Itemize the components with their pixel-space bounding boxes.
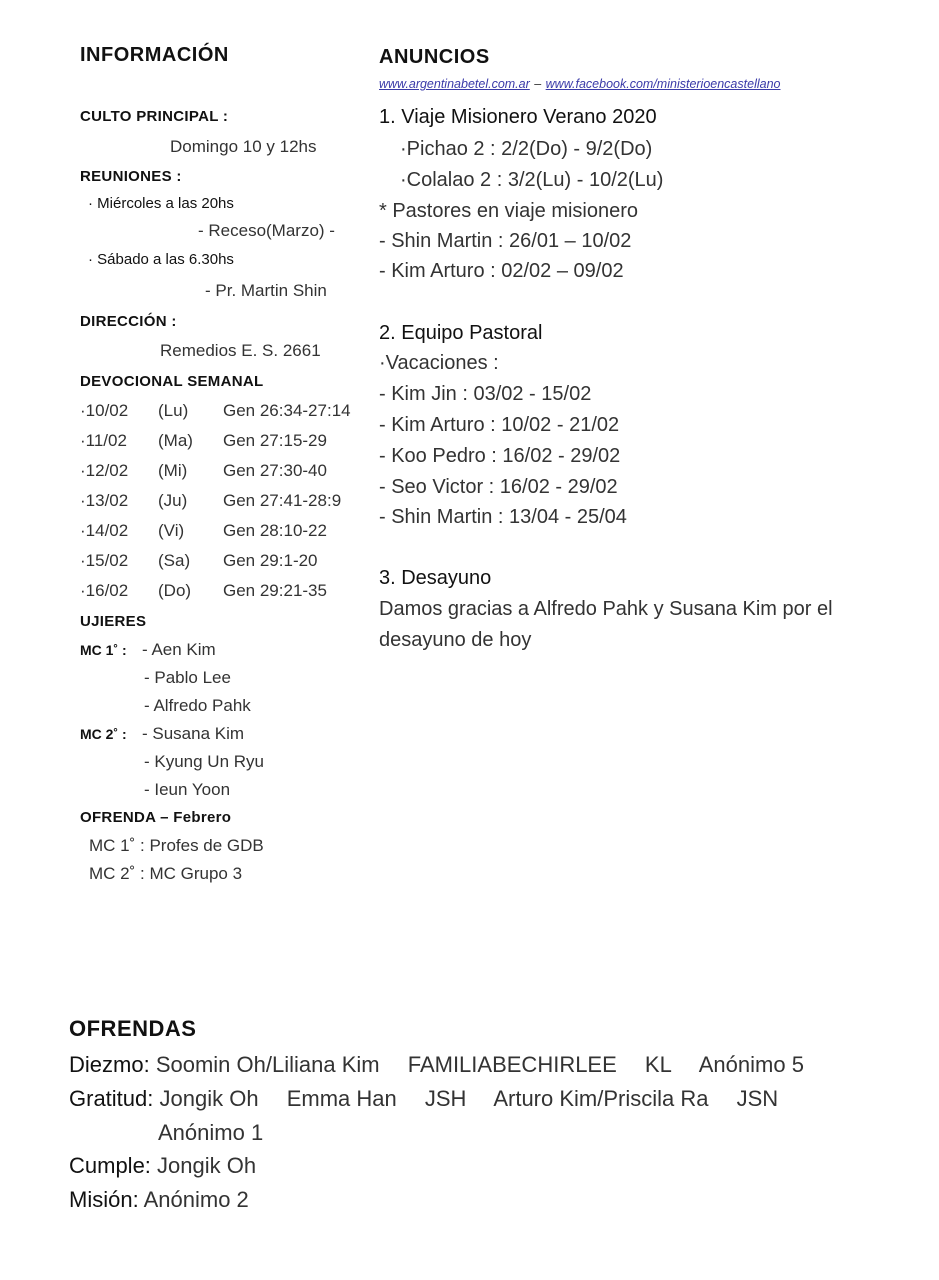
reunion-item-1: · Miércoles a las 20hs [88,195,234,212]
mision-row [69,1187,249,1213]
facebook-link[interactable]: www.facebook.com/ministerioencastellano [545,77,781,91]
donor-name: JSN [736,1086,779,1111]
anuncio-3-heading: 3. Desayuno [379,567,492,589]
ofrenda-heading: OFRENDA – Febrero [80,809,232,826]
reunion-item-2: · Sábado a las 6.30hs [88,251,234,268]
anuncio-2-sub: ·Vacaciones : [379,352,499,374]
anuncio-2-line: - Shin Martin : 13/04 - 25/04 [379,506,627,528]
devocional-date: ·10/02 [80,401,129,420]
ofrenda-line-2: MC 2˚ : MC Grupo 3 [89,864,243,883]
devocional-day: (Lu) [158,401,189,420]
cumple-row [69,1153,256,1179]
gratitud-continuation: Anónimo 1 [158,1120,264,1145]
reunion-note-2: - Pr. Martin Shin [205,281,327,300]
devocional-ref: Gen 27:30-40 [223,461,327,480]
devocional-ref: Gen 27:41-28:9 [223,491,342,510]
devocional-day: (Ma) [158,431,193,450]
devocional-day: (Sa) [158,551,191,570]
gratitud-label: Gratitud: [69,1086,154,1111]
devocional-ref: Gen 29:1-20 [223,551,318,570]
reuniones-heading: REUNIONES : [80,168,182,185]
ofrenda-line-1: MC 1˚ : Profes de GDB [89,836,264,855]
cumple-label: Cumple: [69,1153,151,1178]
devocional-day: (Mi) [158,461,188,480]
ujier-name: - Ieun Yoon [144,780,231,799]
devocional-date: ·12/02 [80,461,129,480]
devocional-date: ·13/02 [80,491,129,510]
anuncio-1-line: ·Colalao 2 : 3/2(Lu) - 10/2(Lu) [400,169,664,191]
anuncio-3-line: desayuno de hoy [379,629,532,651]
donor-name: Emma Han [286,1086,397,1111]
diezmo-row [69,1052,804,1078]
devocional-day: (Ju) [158,491,188,510]
anuncio-2-line: - Kim Arturo : 10/02 - 21/02 [379,414,620,436]
reunion-note-1: - Receso(Marzo) - [198,221,335,240]
devocional-ref: Gen 27:15-29 [223,431,327,450]
mision-label: Misión: [69,1187,139,1212]
ujier-name: - Alfredo Pahk [144,696,251,715]
anuncio-1-pastor: - Shin Martin : 26/01 – 10/02 [379,230,632,252]
devocional-ref: Gen 26:34-27:14 [223,401,351,420]
anuncio-1-note: * Pastores en viaje misionero [379,200,639,222]
anuncio-3-line: Damos gracias a Alfredo Pahk y Susana Kim por el [379,598,833,620]
donor-name: JSH [424,1086,467,1111]
direccion-value: Remedios E. S. 2661 [160,341,321,360]
anuncio-2-line: - Seo Victor : 16/02 - 29/02 [379,476,618,498]
anuncio-1-pastor: - Kim Arturo : 02/02 – 09/02 [379,260,624,282]
donor-name: FAMILIABECHIRLEE [407,1052,617,1077]
ujier-name: - Pablo Lee [144,668,231,687]
gratitud-row [69,1086,778,1112]
donor-name: Soomin Oh/Liliana Kim [155,1052,380,1077]
devocional-date: ·11/02 [80,431,127,450]
donor-name: Anónimo 2 [143,1187,249,1212]
ujier-name: - Aen Kim [142,640,216,659]
website-link[interactable]: www.argentinabetel.com.ar [379,77,530,91]
donor-name: Arturo Kim/Priscila Ra [493,1086,709,1111]
anuncios-title: ANUNCIOS [379,46,490,68]
devocional-day: (Vi) [158,521,185,540]
anuncio-1-line: ·Pichao 2 : 2/2(Do) - 9/2(Do) [400,138,653,160]
ujieres-heading: UJIERES [80,613,147,630]
diezmo-label: Diezmo: [69,1052,150,1077]
devocional-date: ·16/02 [80,581,129,600]
devocional-heading: DEVOCIONAL SEMANAL [80,373,264,390]
direccion-heading: DIRECCIÓN : [80,313,177,330]
info-title: INFORMACIÓN [80,44,229,66]
devocional-ref: Gen 28:10-22 [223,521,327,540]
donor-name: Anónimo 5 [698,1052,804,1077]
donor-name: KL [644,1052,672,1077]
culto-heading: CULTO PRINCIPAL : [80,108,229,125]
donor-name: Jongik Oh [157,1153,257,1178]
devocional-ref: Gen 29:21-35 [223,581,327,600]
devocional-date: ·15/02 [80,551,129,570]
anuncio-1-heading: 1. Viaje Misionero Verano 2020 [379,106,657,128]
devocional-day: (Do) [158,581,192,600]
anuncio-2-line: - Koo Pedro : 16/02 - 29/02 [379,445,621,467]
link-separator: – [534,77,542,91]
mc2-label: MC 2˚ : [80,726,127,742]
anuncio-2-line: - Kim Jin : 03/02 - 15/02 [379,383,592,405]
ujier-name: - Susana Kim [142,724,245,743]
ofrendas-title: OFRENDAS [69,1016,197,1041]
mc1-label: MC 1˚ : [80,642,127,658]
culto-value: Domingo 10 y 12hs [170,137,317,156]
devocional-date: ·14/02 [80,521,129,540]
anuncio-2-heading: 2. Equipo Pastoral [379,322,543,344]
ujier-name: - Kyung Un Ryu [144,752,264,771]
donor-name: Jongik Oh [159,1086,259,1111]
